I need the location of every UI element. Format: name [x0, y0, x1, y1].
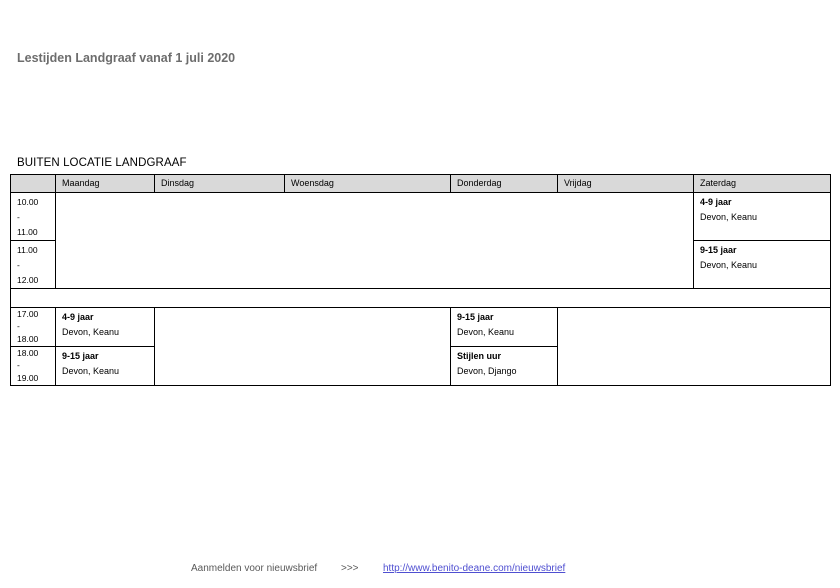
- newsletter-label: Aanmelden voor nieuwsbrief: [191, 563, 318, 574]
- time-slot: 17.00 - 18.00: [11, 308, 56, 347]
- day-header-wednesday: Woensdag: [285, 175, 451, 193]
- spacer-row: [11, 289, 831, 308]
- time-slot: 10.00 - 11.00: [11, 193, 56, 241]
- empty-block: [155, 308, 451, 386]
- lesson-cell-thursday-2: Stijlen uur Devon, Django: [451, 347, 558, 386]
- day-header-saturday: Zaterdag: [694, 175, 831, 193]
- arrows-text: >>>: [341, 563, 359, 574]
- lesson-cell-monday-2: 9-15 jaar Devon, Keanu: [56, 347, 155, 386]
- lesson-cell-saturday-2: 9-15 jaar Devon, Keanu: [694, 241, 831, 289]
- spacer-cell: [11, 289, 831, 308]
- time-slot: 18.00 - 19.00: [11, 347, 56, 386]
- day-header-tuesday: Dinsdag: [155, 175, 285, 193]
- header-row: [11, 175, 831, 193]
- page-title: Lestijden Landgraaf vanaf 1 juli 2020: [17, 51, 236, 65]
- schedule-row: [11, 308, 831, 347]
- lesson-cell-monday-1: 4-9 jaar Devon, Keanu: [56, 308, 155, 347]
- empty-block: [56, 193, 694, 289]
- lesson-cell-thursday-1: 9-15 jaar Devon, Keanu: [451, 308, 558, 347]
- schedule-row: [11, 193, 831, 241]
- day-header-monday: Maandag: [56, 175, 155, 193]
- header-time-cell: [11, 175, 56, 193]
- day-header-friday: Vrijdag: [558, 175, 694, 193]
- lesson-cell-saturday-1: 4-9 jaar Devon, Keanu: [694, 193, 831, 241]
- empty-block: [558, 308, 831, 386]
- newsletter-link[interactable]: http://www.benito-deane.com/nieuwsbrief: [383, 563, 566, 574]
- schedule-table: [10, 174, 831, 386]
- time-slot: 11.00 - 12.00: [11, 241, 56, 289]
- section-title: BUITEN LOCATIE LANDGRAAF: [17, 157, 187, 169]
- day-header-thursday: Donderdag: [451, 175, 558, 193]
